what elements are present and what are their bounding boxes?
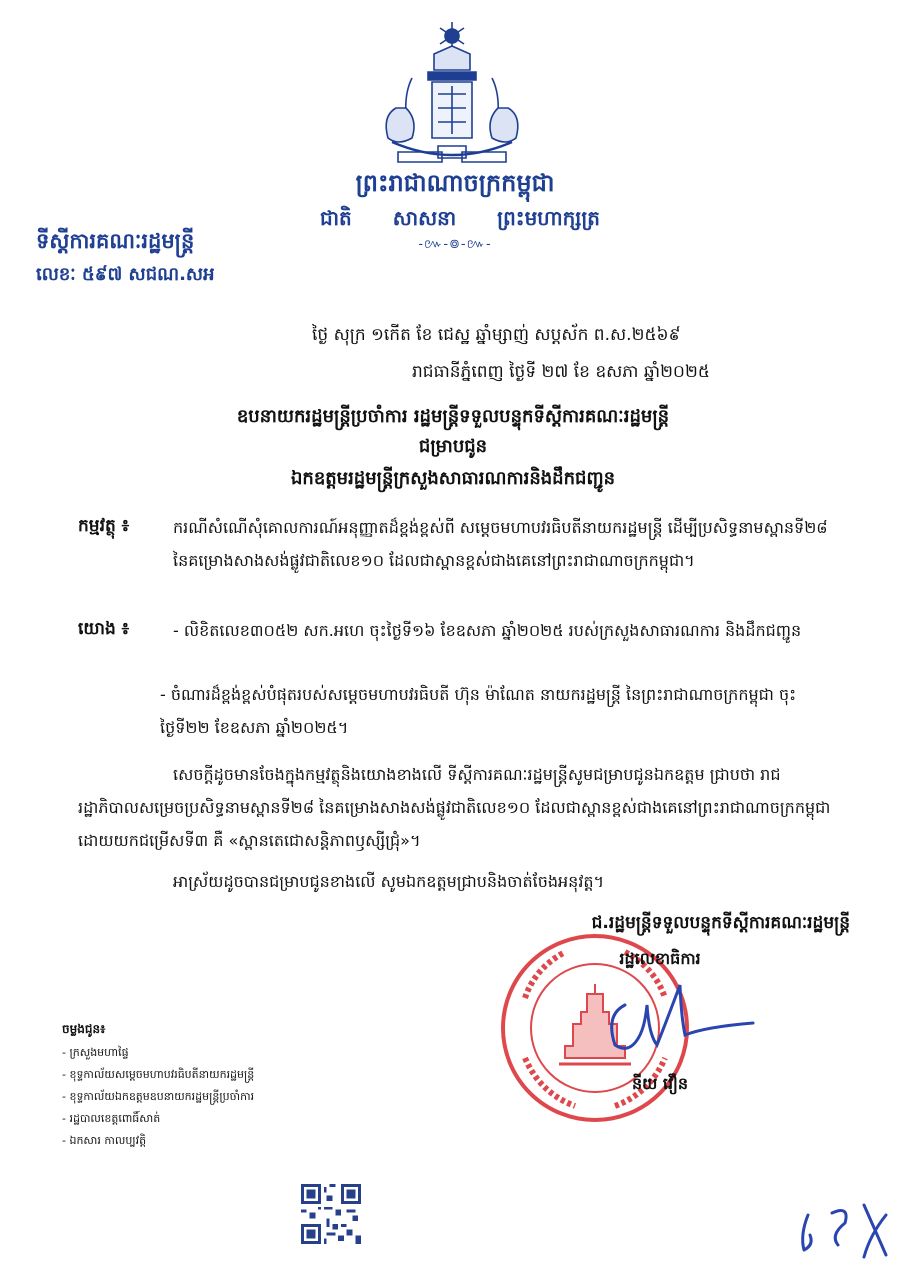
subject-text: ករណីសំណើសុំគោលការណ៍អនុញ្ញាតដ៏ខ្ពង់ខ្ពស់ពី សម្តេចមហាបវរធិបតីនាយករដ្ឋមន្ត្រី ដើម្បីប្រសិទ្ធនាមស្ពានទី២៨ នៃគម្រោងសាងសង់ផ្លូវជាតិលេខ១០ ដែលជាស្ពានខ្ពស់ជាងគេនៅព្រះរាជាណាចក្រកម្ពុជា។ — [173, 518, 828, 570]
body-paragraph-2: អាស្រ័យដូចបានជម្រាបជូនខាងលើ សូមឯកឧត្តមជ្រាបនិងចាត់ចែងអនុវត្ត។ — [173, 872, 605, 891]
solar-date: រាជធានីភ្នំពេញ ថ្ងៃទី ២៧ ខែ ឧសភា ឆ្នាំ២០២៥ — [412, 362, 710, 382]
list-item: - ឯកសារ កាលប្បវត្តិ — [62, 1134, 147, 1147]
motto-religion: សាសនា — [392, 206, 457, 230]
list-item: - ក្រសួងមហាផ្ទៃ — [62, 1046, 129, 1059]
kingdom-title: ព្រះរាជាណាចក្រកម្ពុជា — [355, 169, 555, 197]
reference-item-2: - ចំណារដ៏ខ្ពង់ខ្ពស់បំផុតរបស់សម្តេចមហាបវរធិបតី ហ៊ុន ម៉ាណែត នាយករដ្ឋមន្ត្រី នៃព្រះរាជាណាចក្រកម្ពុជា ចុះថ្ងៃទី២២ ខែឧសភា ឆ្នាំ២០២៥។ — [160, 685, 797, 737]
reference-item-1: - លិខិតលេខ៣០៥២ សក.អហេ ចុះថ្ងៃទី១៦ ខែឧសភា ឆ្នាំ២០២៥ របស់ក្រសួងសាធារណការ និងដឹកជញ្ជូន — [173, 621, 802, 640]
national-motto — [320, 205, 600, 235]
reference-number: លេខៈ ៥៩៧ សជណ.សអ — [36, 264, 215, 285]
signatory-rank: រដ្ឋលេខាធិការ — [619, 949, 701, 968]
sender-office: ទីស្តីការគណៈរដ្ឋមន្ត្រី — [36, 229, 195, 253]
signatory-name: នីយ វឿន — [631, 1074, 689, 1093]
handwritten-signature — [585, 975, 755, 1065]
cc-heading: ចម្លងជូន៖ — [62, 1022, 106, 1036]
reference-label: យោង ៖ — [78, 619, 130, 639]
heading-sender: ឧបនាយករដ្ឋមន្ត្រីប្រចាំការ រដ្ឋមន្ត្រីទទួលបន្ទុកទីស្តីការគណៈរដ្ឋមន្ត្រី — [236, 406, 670, 427]
motto-king: ព្រះមហាក្សត្រ — [497, 206, 600, 230]
lunar-date: ថ្ងៃ សុក្រ ១កើត ខែ ជេស្ឋ ឆ្នាំម្សាញ់ សប្តស័ក ព.ស.២៥៦៩ — [312, 325, 681, 345]
qr-code — [301, 1184, 361, 1244]
motto-nation: ជាតិ — [320, 206, 352, 230]
cc-list — [62, 1042, 254, 1152]
ornament-divider: -៚-៙-៚- — [418, 237, 492, 252]
signatory-title: ជ.រដ្ឋមន្ត្រីទទួលបន្ទុកទីស្តីការគណៈរដ្ឋមន្ត្រី — [591, 913, 850, 933]
body-paragraph-1: សេចក្តីដូចមានចែងក្នុងកម្មវត្ថុនិងយោងខាងលើ ទីស្តីការគណៈរដ្ឋមន្ត្រីសូមជម្រាបជូនឯកឧត្តម ជ្រាបថា រាជរដ្ឋាភិបាលសម្រេចប្រសិទ្ធនាមស្ពានទី២៨ នៃគម្រោងសាងសង់ផ្លូវជាតិលេខ១០ ដែលជាស្ពានខ្ពស់ជាងគេនៅព្រះរាជាណាចក្រកម្ពុជា ដោយយកជម្រើសទី៣ គឺ «ស្ពានតេជោសន្តិភាពឫស្សីជ្រុំ»។ — [78, 765, 831, 850]
handwritten-initials — [790, 1195, 890, 1265]
royal-emblem — [372, 18, 532, 176]
heading-to: ជម្រាបជូន — [418, 436, 488, 457]
list-item: - ខុទ្ទកាល័យសម្តេចមហាបវរធិបតីនាយករដ្ឋមន្ត្រី — [62, 1068, 255, 1081]
list-item: - ខុទ្ទកាល័យឯកឧត្តមឧបនាយករដ្ឋមន្ត្រីប្រចាំការ — [62, 1090, 255, 1103]
list-item: - រដ្ឋបាលខេត្តពោធិ៍សាត់ — [62, 1112, 161, 1125]
subject-label: កម្មវត្ថុ ៖ — [78, 516, 130, 536]
heading-recipient: ឯកឧត្តមរដ្ឋមន្ត្រីក្រសួងសាធារណការនិងដឹកជញ្ជូន — [290, 468, 616, 489]
